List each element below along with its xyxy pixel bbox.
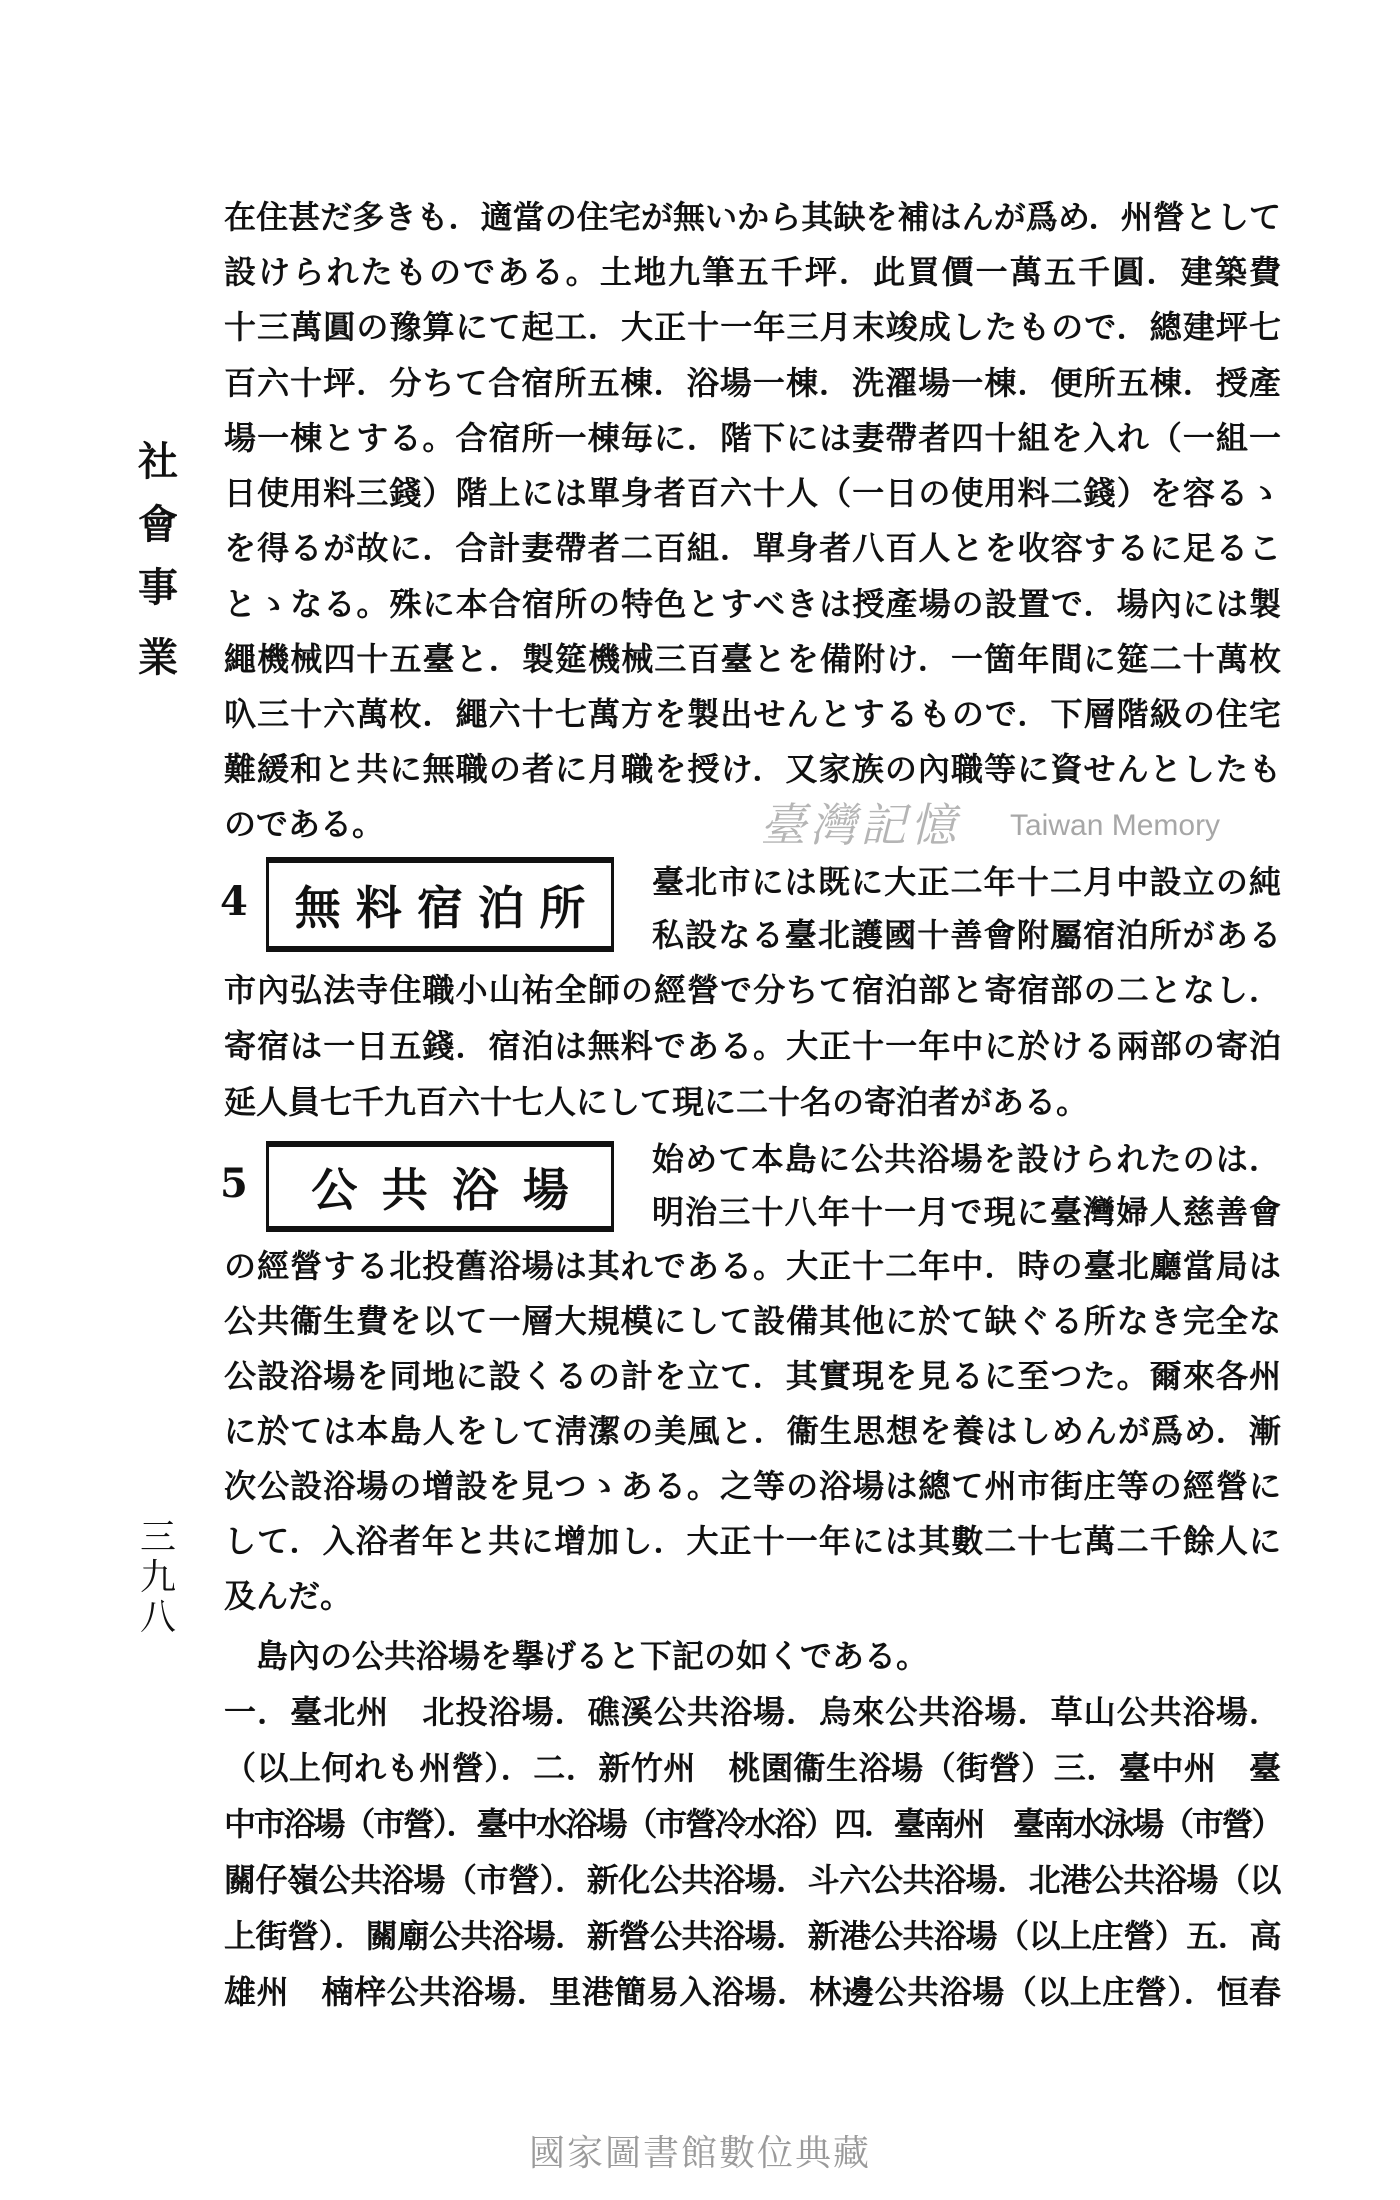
text-line: 市內弘法寺住職小山祐全師の經營で分ちて宿泊部と寄宿部の二となし．: [224, 971, 1281, 1009]
page-number-digit: 九: [139, 1557, 176, 1598]
list-line: 一．臺北州 北投浴場．礁溪公共浴場．烏來公共浴場．草山公共浴場．: [224, 1693, 1281, 1731]
text-line: 始めて本島に公共浴場を設けられたのは．: [652, 1140, 1281, 1178]
heading-char: 場: [522, 1162, 569, 1217]
text-line: 明治三十八年十一月で現に臺灣婦人慈善會: [652, 1193, 1281, 1231]
heading-char: 宿: [416, 880, 463, 935]
list-intro: 島內の公共浴場を擧げると下記の如くである。: [256, 1637, 929, 1675]
heading-char: 料: [355, 880, 402, 935]
text-line: 私設なる臺北護國十善會附屬宿泊所がある: [652, 916, 1281, 954]
text-line: 場一棟とする。合宿所一棟毎に．階下には妻帶者四十組を入れ（一組一: [224, 419, 1281, 457]
text-line: を得るが故に．合計妻帶者二百組．單身者八百人とを收容するに足るこ: [224, 529, 1281, 567]
section-number: 5: [220, 1160, 248, 1207]
text-line: 十三萬圓の豫算にて起工．大正十一年三月末竣成したもので．總建坪七: [224, 308, 1281, 346]
list-line: 上街營）．關廟公共浴場．新營公共浴場．新港公共浴場（以上庄營）五．高: [224, 1917, 1281, 1955]
heading-char: 無: [294, 880, 341, 935]
page-number-digit: 八: [139, 1597, 176, 1638]
text-line: 在住甚だ多きも．適當の住宅が無いから其缺を補はんが爲め．州營として: [224, 198, 1281, 236]
page-number-digit: 三: [139, 1517, 176, 1558]
text-line: の經營する北投舊浴場は其れである。大正十二年中．時の臺北廳當局は: [224, 1247, 1281, 1285]
list-line: 中市浴場（市營）．臺中水浴場（市營冷水浴）四．臺南州 臺南水泳場（市營）: [224, 1805, 1281, 1843]
text-line: 設けられたものである。土地九筆五千坪．此買價一萬五千圓．建築費: [224, 253, 1281, 291]
text-line: 公設浴場を同地に設くるの計を立て．其實現を見るに至つた。爾來各州: [224, 1357, 1281, 1395]
text-line: 日使用料三錢）階上には單身者百六十人（一日の使用料二錢）を容るゝ: [224, 474, 1281, 512]
section-heading-box: [266, 857, 614, 952]
heading-char: 浴: [452, 1162, 499, 1217]
side-label-char: 社: [138, 438, 178, 485]
watermark-latin: Taiwan Memory: [1010, 809, 1221, 842]
text-line: のである。: [224, 805, 385, 843]
footer-credit: 國家圖書館數位典藏: [528, 2133, 871, 2174]
text-line: して．入浴者年と共に增加し．大正十一年には其數二十七萬二千餘人に: [224, 1522, 1281, 1560]
side-label-char: 會: [138, 501, 178, 548]
section-heading-box: [266, 1141, 614, 1232]
text-line: に於ては本島人をして淸潔の美風と．衞生思想を養はしめんが爲め．漸: [224, 1412, 1281, 1450]
text-line: 及んだ。: [224, 1577, 353, 1615]
heading-char: 共: [381, 1162, 428, 1217]
heading-char: 泊: [478, 880, 525, 935]
text-line: 百六十坪．分ちて合宿所五棟．浴場一棟．洗濯場一棟．便所五棟．授產: [224, 364, 1281, 402]
text-line: 延人員七千九百六十七人にして現に二十名の寄泊者がある。: [224, 1083, 1089, 1121]
text-line: 臺北市には既に大正二年十二月中設立の純: [652, 863, 1281, 901]
text-line: 繩機械四十五臺と．製筵機械三百臺とを備附け．一箇年間に筵二十萬枚: [224, 640, 1281, 678]
list-line: 雄州 楠梓公共浴場．里港簡易入浴場．林邊公共浴場（以上庄營）．恒春: [224, 1973, 1281, 2011]
text-line: 叺三十六萬枚．繩六十七萬方を製出せんとするもので．下層階級の住宅: [224, 695, 1281, 733]
section-number: 4: [220, 878, 248, 925]
watermark-logo: 臺灣記憶: [760, 798, 960, 852]
page-number: [138, 1518, 178, 1638]
side-label-char: 業: [138, 634, 178, 681]
text-line: 難緩和と共に無職の者に月職を授け．又家族の內職等に資せんとしたも: [224, 750, 1281, 788]
text-line: 次公設浴場の增設を見つゝある。之等の浴場は總て州市街庄等の經營に: [224, 1467, 1281, 1505]
heading-char: 所: [539, 880, 586, 935]
list-line: 關仔嶺公共浴場（市營）．新化公共浴場．斗六公共浴場．北港公共浴場（以: [224, 1861, 1281, 1899]
text-line: とゝなる。殊に本合宿所の特色とすべきは授產場の設置で．場內には製: [224, 585, 1281, 623]
side-label-char: 事: [138, 564, 178, 611]
heading-char: 公: [311, 1162, 358, 1217]
list-line: （以上何れも州營）．二．新竹州 桃園衞生浴場（街營）三．臺中州 臺: [224, 1749, 1281, 1787]
text-line: 公共衞生費を以て一層大規模にして設備其他に於て缺ぐる所なき完全な: [224, 1302, 1281, 1340]
text-line: 寄宿は一日五錢．宿泊は無料である。大正十一年中に於ける兩部の寄泊: [224, 1027, 1281, 1065]
